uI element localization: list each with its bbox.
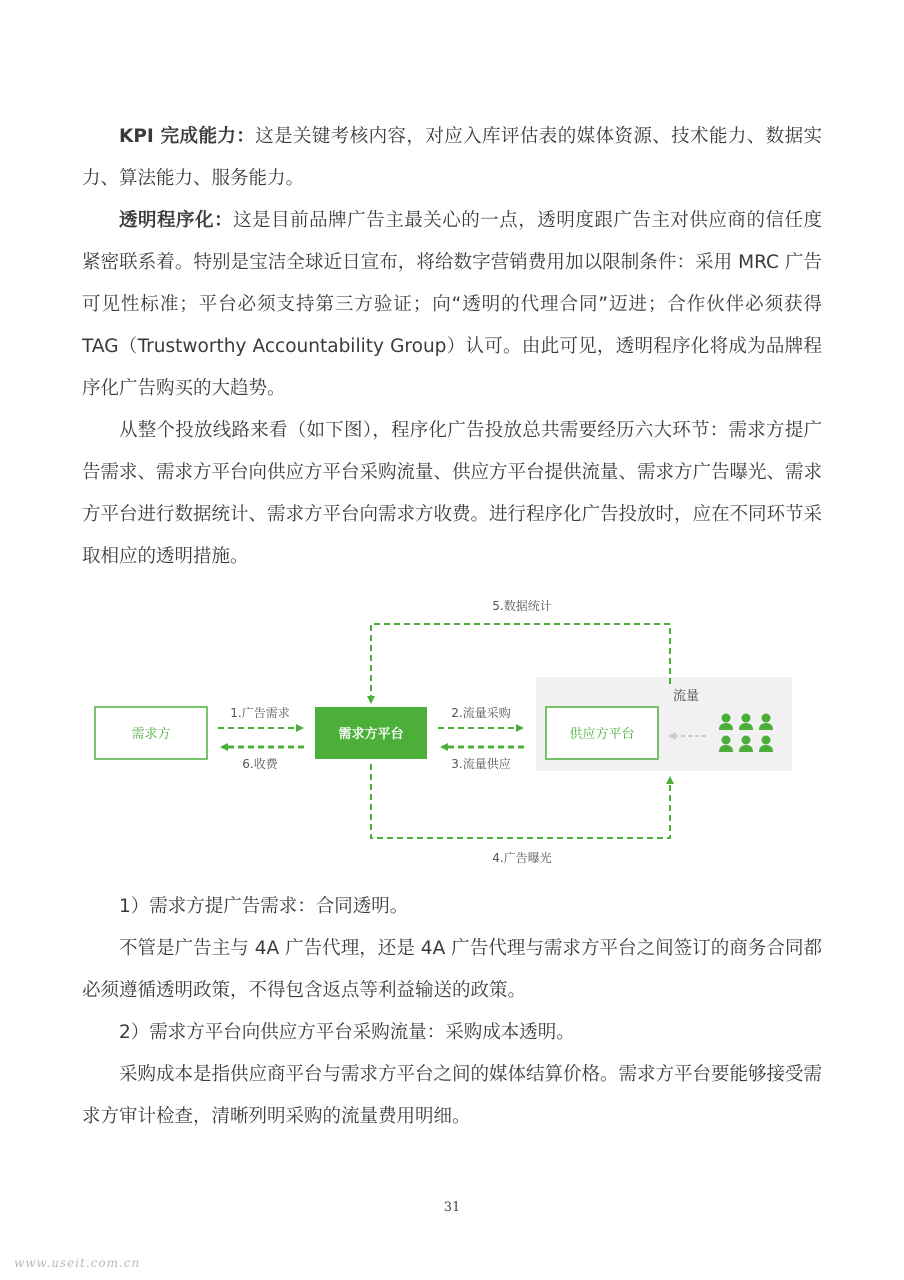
paragraph-lead: KPI 完成能力： <box>119 126 256 147</box>
arrow-traffic-purchase <box>438 705 522 728</box>
node-demand-label: 需求方 <box>131 727 171 742</box>
paragraph-contract: 不管是广告主与 4A 广告代理，还是 4A 广告代理与需求方平台之间签订的商务合同都必须遵循透明政策，不得包含返点等利益输送的政策。 <box>82 938 822 1001</box>
arrow-traffic-supply <box>442 747 524 771</box>
node-ssp-label: 供应方平台 <box>569 727 635 742</box>
arrow-label: 4.广告曝光 <box>492 851 552 865</box>
ad-flow-diagram <box>0 590 904 880</box>
arrow-ad-exposure <box>371 764 670 865</box>
arrow-ad-demand <box>218 705 302 728</box>
traffic-label: 流量 <box>672 689 700 704</box>
node-dsp <box>315 707 427 759</box>
page-number: 31 <box>443 1200 461 1215</box>
section-heading-1: 1）需求方提广告需求：合同透明。 <box>119 896 409 917</box>
arrow-label: 6.收费 <box>242 757 278 771</box>
paragraph-overview: 从整个投放线路来看（如下图），程序化广告投放总共需要经历六大环节：需求方提广告需求、需求方平台向供应方平台采购流量、供应方平台提供流量、需求方广告曝光、需求方平台进行数据统计、需求方平台向需求方收费。进行程序化广告投放时，应在不同环节采取相应的透明措施。 <box>82 420 823 567</box>
arrow-label: 1.广告需求 <box>230 706 290 720</box>
node-demand <box>95 707 207 759</box>
node-dsp-label: 需求方平台 <box>338 727 404 742</box>
paragraph-kpi <box>82 116 822 200</box>
watermark: www.useit.com.cn <box>14 1256 141 1270</box>
paragraph-transparency <box>82 200 822 410</box>
arrow-charge <box>222 747 304 771</box>
paragraph-purchase-cost: 采购成本是指供应商平台与需求方平台之间的媒体结算价格。需求方平台要能够接受需求方审计检查，清晰列明采购的流量费用明细。 <box>82 1064 823 1127</box>
arrow-label: 5.数据统计 <box>492 599 552 613</box>
paragraph-lead: 透明程序化： <box>119 210 234 231</box>
paragraph-body: 这是关键考核内容，对应入库评估表的媒体资源、技术能力、数据实力、算法能力、服务能力。 <box>82 126 822 189</box>
arrow-label: 2.流量采购 <box>451 706 511 720</box>
section-heading-2: 2）需求方平台向供应方平台采购流量：采购成本透明。 <box>119 1022 575 1043</box>
node-ssp <box>546 707 658 759</box>
paragraph-body: 这是目前品牌广告主最关心的一点，透明度跟广告主对供应商的信任度紧密联系着。特别是宝洁全球近日宣布，将给数字营销费用加以限制条件：采用 MRC 广告可见性标准；平台必须支持第三方验证；向“透明的代理合同”迈进；合作伙伴必须获得 TAG（Trustworthy Accountability Group）认可。由此可见，透明程序化将成为品牌程序化广告购买的大趋势。 <box>82 210 822 399</box>
arrow-label: 3.流量供应 <box>451 757 511 771</box>
